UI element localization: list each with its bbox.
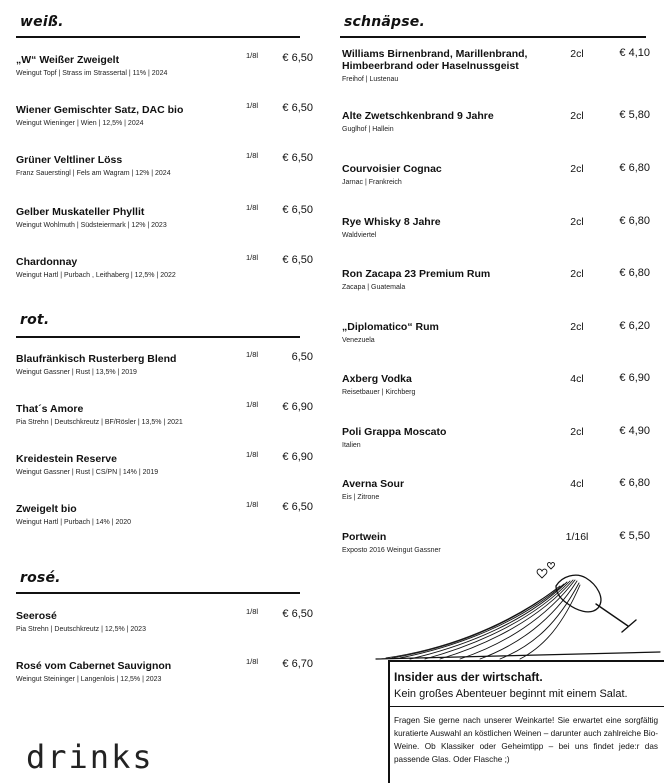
item-name: Alte Zwetschkenbrand 9 Jahre xyxy=(342,110,494,122)
item-meta: Pia Strehn | Deutschkreutz | BF/Rösler | 13,5% | 2021 xyxy=(16,419,183,426)
item-name: Poli Grappa Moscato xyxy=(342,426,447,438)
item-meta: Eis | Zitrone xyxy=(342,494,380,501)
item-price: € 6,50 xyxy=(282,204,313,216)
item-price: € 6,80 xyxy=(619,162,650,174)
menu-item xyxy=(342,48,652,83)
item-name: Averna Sour xyxy=(342,478,405,490)
menu-item xyxy=(16,500,314,526)
item-price: € 6,90 xyxy=(282,401,313,413)
menu-item xyxy=(342,268,652,291)
menu-item xyxy=(16,350,314,376)
item-meta: Franz Sauerstingl | Fels am Wagram | 12% | 2024 xyxy=(16,170,171,177)
menu-item xyxy=(16,657,314,683)
menu-item xyxy=(16,51,314,77)
wine-pour-illustration xyxy=(370,560,664,660)
item-meta: Weingut Steininger | Langenlois | 12,5% | 2023 xyxy=(16,676,162,683)
item-volume: 1/8l xyxy=(246,151,259,160)
item-meta: Weingut Gassner | Rust | CS/PN | 14% | 2019 xyxy=(16,469,159,476)
menu-item xyxy=(16,151,314,177)
item-volume: 4cl xyxy=(570,373,584,385)
item-name: Portwein xyxy=(342,531,387,543)
menu-item xyxy=(342,110,652,133)
item-volume: 1/16l xyxy=(565,531,589,543)
item-volume: 1/8l xyxy=(246,51,259,60)
menu-item xyxy=(16,203,314,229)
item-name: „Diplomatico“ Rum xyxy=(342,321,439,333)
item-volume: 2cl xyxy=(570,110,584,122)
item-meta: Waldviertel xyxy=(342,232,377,239)
section-divider xyxy=(16,592,300,594)
item-meta: Exposto 2016 Weingut Gassner xyxy=(342,547,441,554)
section-title-schnaepse: schnäpse. xyxy=(344,14,425,30)
item-name: Kreidestein Reserve xyxy=(16,453,117,465)
item-meta: Weingut Wieninger | Wien | 12,5% | 2024 xyxy=(16,120,144,127)
menu-item xyxy=(342,426,652,449)
item-price: € 4,90 xyxy=(619,425,650,437)
item-name: Blaufränkisch Rusterberg Blend xyxy=(16,353,177,365)
item-name: „W“ Weißer Zweigelt xyxy=(16,54,120,66)
item-volume: 1/8l xyxy=(246,203,259,212)
insider-subtitle: Kein großes Abenteuer beginnt mit einem Salat. xyxy=(394,688,628,700)
item-price: € 6,70 xyxy=(282,658,313,670)
item-price: € 6,50 xyxy=(282,102,313,114)
item-price: € 6,50 xyxy=(282,608,313,620)
item-volume: 1/8l xyxy=(246,350,259,359)
item-meta: Pia Strehn | Deutschkreutz | 12,5% | 2023 xyxy=(16,626,146,633)
item-meta: Reisetbauer | Kirchberg xyxy=(342,389,416,396)
item-name: That´s Amore xyxy=(16,403,84,415)
menu-item xyxy=(16,101,314,127)
section-title-rose: rosé. xyxy=(20,570,61,586)
item-name: Rosé vom Cabernet Sauvignon xyxy=(16,660,172,672)
item-volume: 1/8l xyxy=(246,450,259,459)
item-price: € 6,90 xyxy=(619,372,650,384)
menu-item xyxy=(16,400,314,426)
item-volume: 1/8l xyxy=(246,500,259,509)
menu-item xyxy=(342,163,652,186)
item-price: € 6,80 xyxy=(619,267,650,279)
menu-item xyxy=(342,321,652,344)
insider-box xyxy=(388,660,664,783)
item-meta: Freihof | Lustenau xyxy=(342,76,399,83)
insider-text: Fragen Sie gerne nach unserer Weinkarte! Sie erwartet eine sorgfältig kuratierte Auswahl an köstlichen Weinen – darunter auch zahlreiche Bio-Weine. Ob Klassiker oder Geheimtipp – bei uns findet jede:r das passende Glas. Oder Flasche ;) xyxy=(394,716,658,764)
item-name: Wiener Gemischter Satz, DAC bio xyxy=(16,104,184,116)
item-volume: 2cl xyxy=(570,268,584,280)
item-volume: 1/8l xyxy=(246,657,259,666)
item-name: Rye Whisky 8 Jahre xyxy=(342,216,441,228)
item-name: Chardonnay xyxy=(16,256,78,268)
section-divider xyxy=(16,36,300,38)
item-price: € 6,50 xyxy=(282,52,313,64)
item-volume: 2cl xyxy=(570,163,584,175)
item-price: € 6,90 xyxy=(282,451,313,463)
item-price: € 6,50 xyxy=(282,501,313,513)
item-meta: Weingut Hartl | Purbach , Leithaberg | 12,5% | 2022 xyxy=(16,272,176,279)
insider-title: Insider aus der wirtschaft. xyxy=(394,670,543,684)
item-volume: 1/8l xyxy=(246,400,259,409)
item-price: € 6,50 xyxy=(282,254,313,266)
item-name: Courvoisier Cognac xyxy=(342,163,442,175)
section-divider xyxy=(340,36,646,38)
item-price: € 6,50 xyxy=(282,152,313,164)
item-volume: 1/8l xyxy=(246,253,259,262)
section-divider xyxy=(16,336,300,338)
menu-item xyxy=(16,253,314,279)
item-name: Axberg Vodka xyxy=(342,373,412,385)
section-title-weiss: weiß. xyxy=(20,14,64,30)
drinks-logo: drinks xyxy=(26,738,154,776)
item-meta: Venezuela xyxy=(342,337,375,344)
item-volume: 1/8l xyxy=(246,101,259,110)
menu-item xyxy=(342,216,652,239)
item-volume: 1/8l xyxy=(246,607,259,616)
item-volume: 2cl xyxy=(570,321,584,333)
section-title-rot: rot. xyxy=(20,312,50,328)
menu-item xyxy=(342,478,652,501)
item-price: € 5,80 xyxy=(619,109,650,121)
item-price: € 4,10 xyxy=(619,47,650,59)
item-name: Zweigelt bio xyxy=(16,503,77,515)
item-name: Gelber Muskateller Phyllit xyxy=(16,206,145,218)
insider-divider xyxy=(390,706,664,707)
menu-item xyxy=(342,373,652,396)
menu-item xyxy=(342,531,652,554)
item-volume: 4cl xyxy=(570,478,584,490)
item-name: Williams Birnenbrand, Marillenbrand, Himbeerbrand oder Haselnussgeist xyxy=(342,48,528,72)
item-volume: 2cl xyxy=(570,426,584,438)
item-price: € 6,80 xyxy=(619,215,650,227)
menu-item xyxy=(16,450,314,476)
item-price: 6,50 xyxy=(291,351,313,363)
item-price: € 6,20 xyxy=(619,320,650,332)
item-price: € 5,50 xyxy=(619,530,650,542)
item-meta: Jarnac | Frankreich xyxy=(342,179,402,186)
item-meta: Italien xyxy=(342,442,361,449)
item-name: Grüner Veltliner Löss xyxy=(16,154,123,166)
item-price: € 6,80 xyxy=(619,477,650,489)
item-meta: Weingut Gassner | Rust | 13,5% | 2019 xyxy=(16,369,137,376)
item-name: Seerosé xyxy=(16,610,57,622)
item-volume: 2cl xyxy=(570,216,584,228)
item-meta: Weingut Topf | Strass im Strassertal | 11% | 2024 xyxy=(16,70,168,77)
item-name: Ron Zacapa 23 Premium Rum xyxy=(342,268,491,280)
item-volume: 2cl xyxy=(570,48,584,60)
menu-item xyxy=(16,607,314,633)
item-meta: Weingut Hartl | Purbach | 14% | 2020 xyxy=(16,519,132,526)
item-meta: Weingut Wohlmuth | Südsteiermark | 12% | 2023 xyxy=(16,222,167,229)
item-meta: Guglhof | Hallein xyxy=(342,126,394,133)
item-meta: Zacapa | Guatemala xyxy=(342,284,406,291)
